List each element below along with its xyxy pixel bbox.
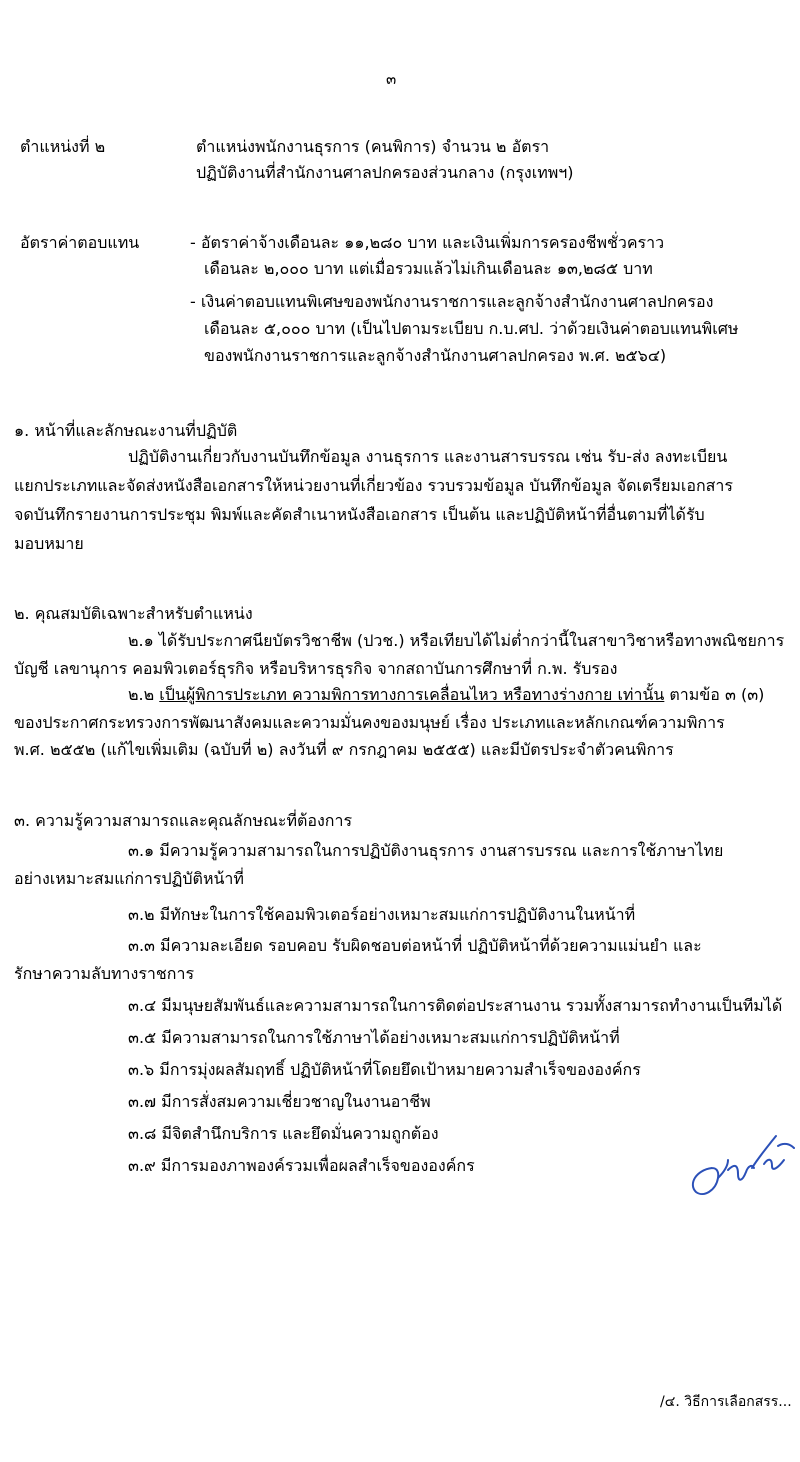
compensation-line: เดือนละ ๕,๐๐๐ บาท (เป็นไปตามระเบียบ ก.บ.ศป. ว่าด้วยเงินค่าตอบแทนพิเศษ	[204, 319, 739, 338]
section3-item7: ๓.๗ มีการสั่งสมความเชี่ยวชาญในงานอาชีพ	[128, 1092, 431, 1111]
compensation-line: ของพนักงานราชการและลูกจ้างสำนักงานศาลปกครอง พ.ศ. ๒๕๖๔)	[204, 346, 667, 365]
section3-heading: ๓. ความรู้ความสามารถและคุณลักษณะที่ต้องการ	[14, 811, 353, 830]
section3-item9: ๓.๙ มีการมองภาพองค์รวมเพื่อผลสำเร็จขององค์กร	[128, 1156, 475, 1175]
section1-line: แยกประเภทและจัดส่งหนังสือเอกสารให้หน่วยงานที่เกี่ยวข้อง รวบรวมข้อมูล บันทึกข้อมูล จัดเตรียมเอกสาร	[14, 476, 733, 495]
signature-icon	[682, 1128, 800, 1208]
section3-item3-line: รักษาความลับทางราชการ	[14, 964, 195, 983]
section3-item6: ๓.๖ มีการมุ่งผลสัมฤทธิ์ ปฏิบัติหน้าที่โดยยึดเป้าหมายความสำเร็จขององค์กร	[128, 1060, 641, 1079]
position-title: ตำแหน่งพนักงานธุรการ (คนพิการ) จำนวน ๒ อัตรา	[196, 137, 550, 156]
section3-item1-line: อย่างเหมาะสมแก่การปฏิบัติหน้าที่	[14, 869, 244, 888]
compensation-label: อัตราค่าตอบแทน	[20, 233, 140, 252]
section3-item8: ๓.๘ มีจิตสำนึกบริการ และยึดมั่นความถูกต้อง	[128, 1124, 439, 1143]
section2-item2-line: ของประกาศกระทรวงการพัฒนาสังคมและความมั่นคงของมนุษย์ เรื่อง ประเภทและหลักเกณฑ์ความพิการ	[14, 713, 725, 732]
section3-item1-line: ๓.๑ มีความรู้ความสามารถในการปฏิบัติงานธุรการ งานสารบรรณ และการใช้ภาษาไทย	[128, 841, 724, 860]
compensation-line: - เงินค่าตอบแทนพิเศษของพนักงานราชการและลูกจ้างสำนักงานศาลปกครอง	[190, 292, 714, 311]
section2-item2-prefix: ๒.๒	[128, 685, 160, 704]
section2-item2-underlined: เป็นผู้พิการประเภท ความพิการทางการเคลื่อนไหว หรือทางร่างกาย เท่านั้น	[159, 685, 665, 704]
section3-item2: ๓.๒ มีทักษะในการใช้คอมพิวเตอร์อย่างเหมาะสมแก่การปฏิบัติงานในหน้าที่	[128, 905, 636, 924]
compensation-line: เดือนละ ๒,๐๐๐ บาท แต่เมื่อรวมแล้วไม่เกินเดือนละ ๑๓,๒๘๕ บาท	[204, 259, 653, 278]
compensation-line: - อัตราค่าจ้างเดือนละ ๑๑,๒๘๐ บาท และเงินเพิ่มการครองชีพชั่วคราว	[190, 233, 665, 252]
section2-item2-line: พ.ศ. ๒๕๕๒ (แก้ไขเพิ่มเติม (ฉบับที่ ๒) ลงวันที่ ๙ กรกฎาคม ๒๕๕๕) และมีบัตรประจำตัวคนพิการ	[14, 740, 674, 759]
section3-item4: ๓.๔ มีมนุษยสัมพันธ์และความสามารถในการติดต่อประสานงาน รวมทั้งสามารถทำงานเป็นทีมได้	[128, 996, 783, 1015]
section2-item1-line: ๒.๑ ได้รับประกาศนียบัตรวิชาชีพ (ปวช.) หรือเทียบได้ไม่ต่ำกว่านี้ในสาขาวิชาหรือทางพณิชยการ	[128, 631, 785, 650]
section1-line: ปฏิบัติงานเกี่ยวกับงานบันทึกข้อมูล งานธุรการ และงานสารบรรณ เช่น รับ-ส่ง ลงทะเบียน	[128, 447, 728, 466]
section2-item1-line: บัญชี เลขานุการ คอมพิวเตอร์ธุรกิจ หรือบริหารธุรกิจ จากสถาบันการศึกษาที่ ก.พ. รับรอง	[14, 659, 618, 678]
page-number: ๓	[386, 70, 397, 88]
section2-heading: ๒. คุณสมบัติเฉพาะสำหรับตำแหน่ง	[14, 604, 253, 623]
footer-next-page: /๔. วิธีการเลือกสรร...	[660, 1394, 792, 1410]
section1-line: จดบันทึกรายงานการประชุม พิมพ์และคัดสำเนาหนังสือเอกสาร เป็นต้น และปฏิบัติหน้าที่อื่นตามที่ได้รับ	[14, 505, 705, 524]
section2-item2-suffix: ตามข้อ ๓ (๓)	[664, 685, 765, 704]
section3-item5: ๓.๕ มีความสามารถในการใช้ภาษาได้อย่างเหมาะสมแก่การปฏิบัติหน้าที่	[128, 1028, 620, 1047]
section1-heading: ๑. หน้าที่และลักษณะงานที่ปฏิบัติ	[14, 421, 238, 440]
section1-line: มอบหมาย	[14, 534, 84, 553]
position-label: ตำแหน่งที่ ๒	[20, 137, 106, 156]
section3-item3-line: ๓.๓ มีความละเอียด รอบคอบ รับผิดชอบต่อหน้าที่ ปฏิบัติหน้าที่ด้วยความแม่นยำ และ	[128, 936, 702, 955]
section2-item2-first-line	[128, 684, 764, 706]
position-location: ปฏิบัติงานที่สำนักงานศาลปกครองส่วนกลาง (กรุงเทพฯ)	[196, 163, 574, 182]
